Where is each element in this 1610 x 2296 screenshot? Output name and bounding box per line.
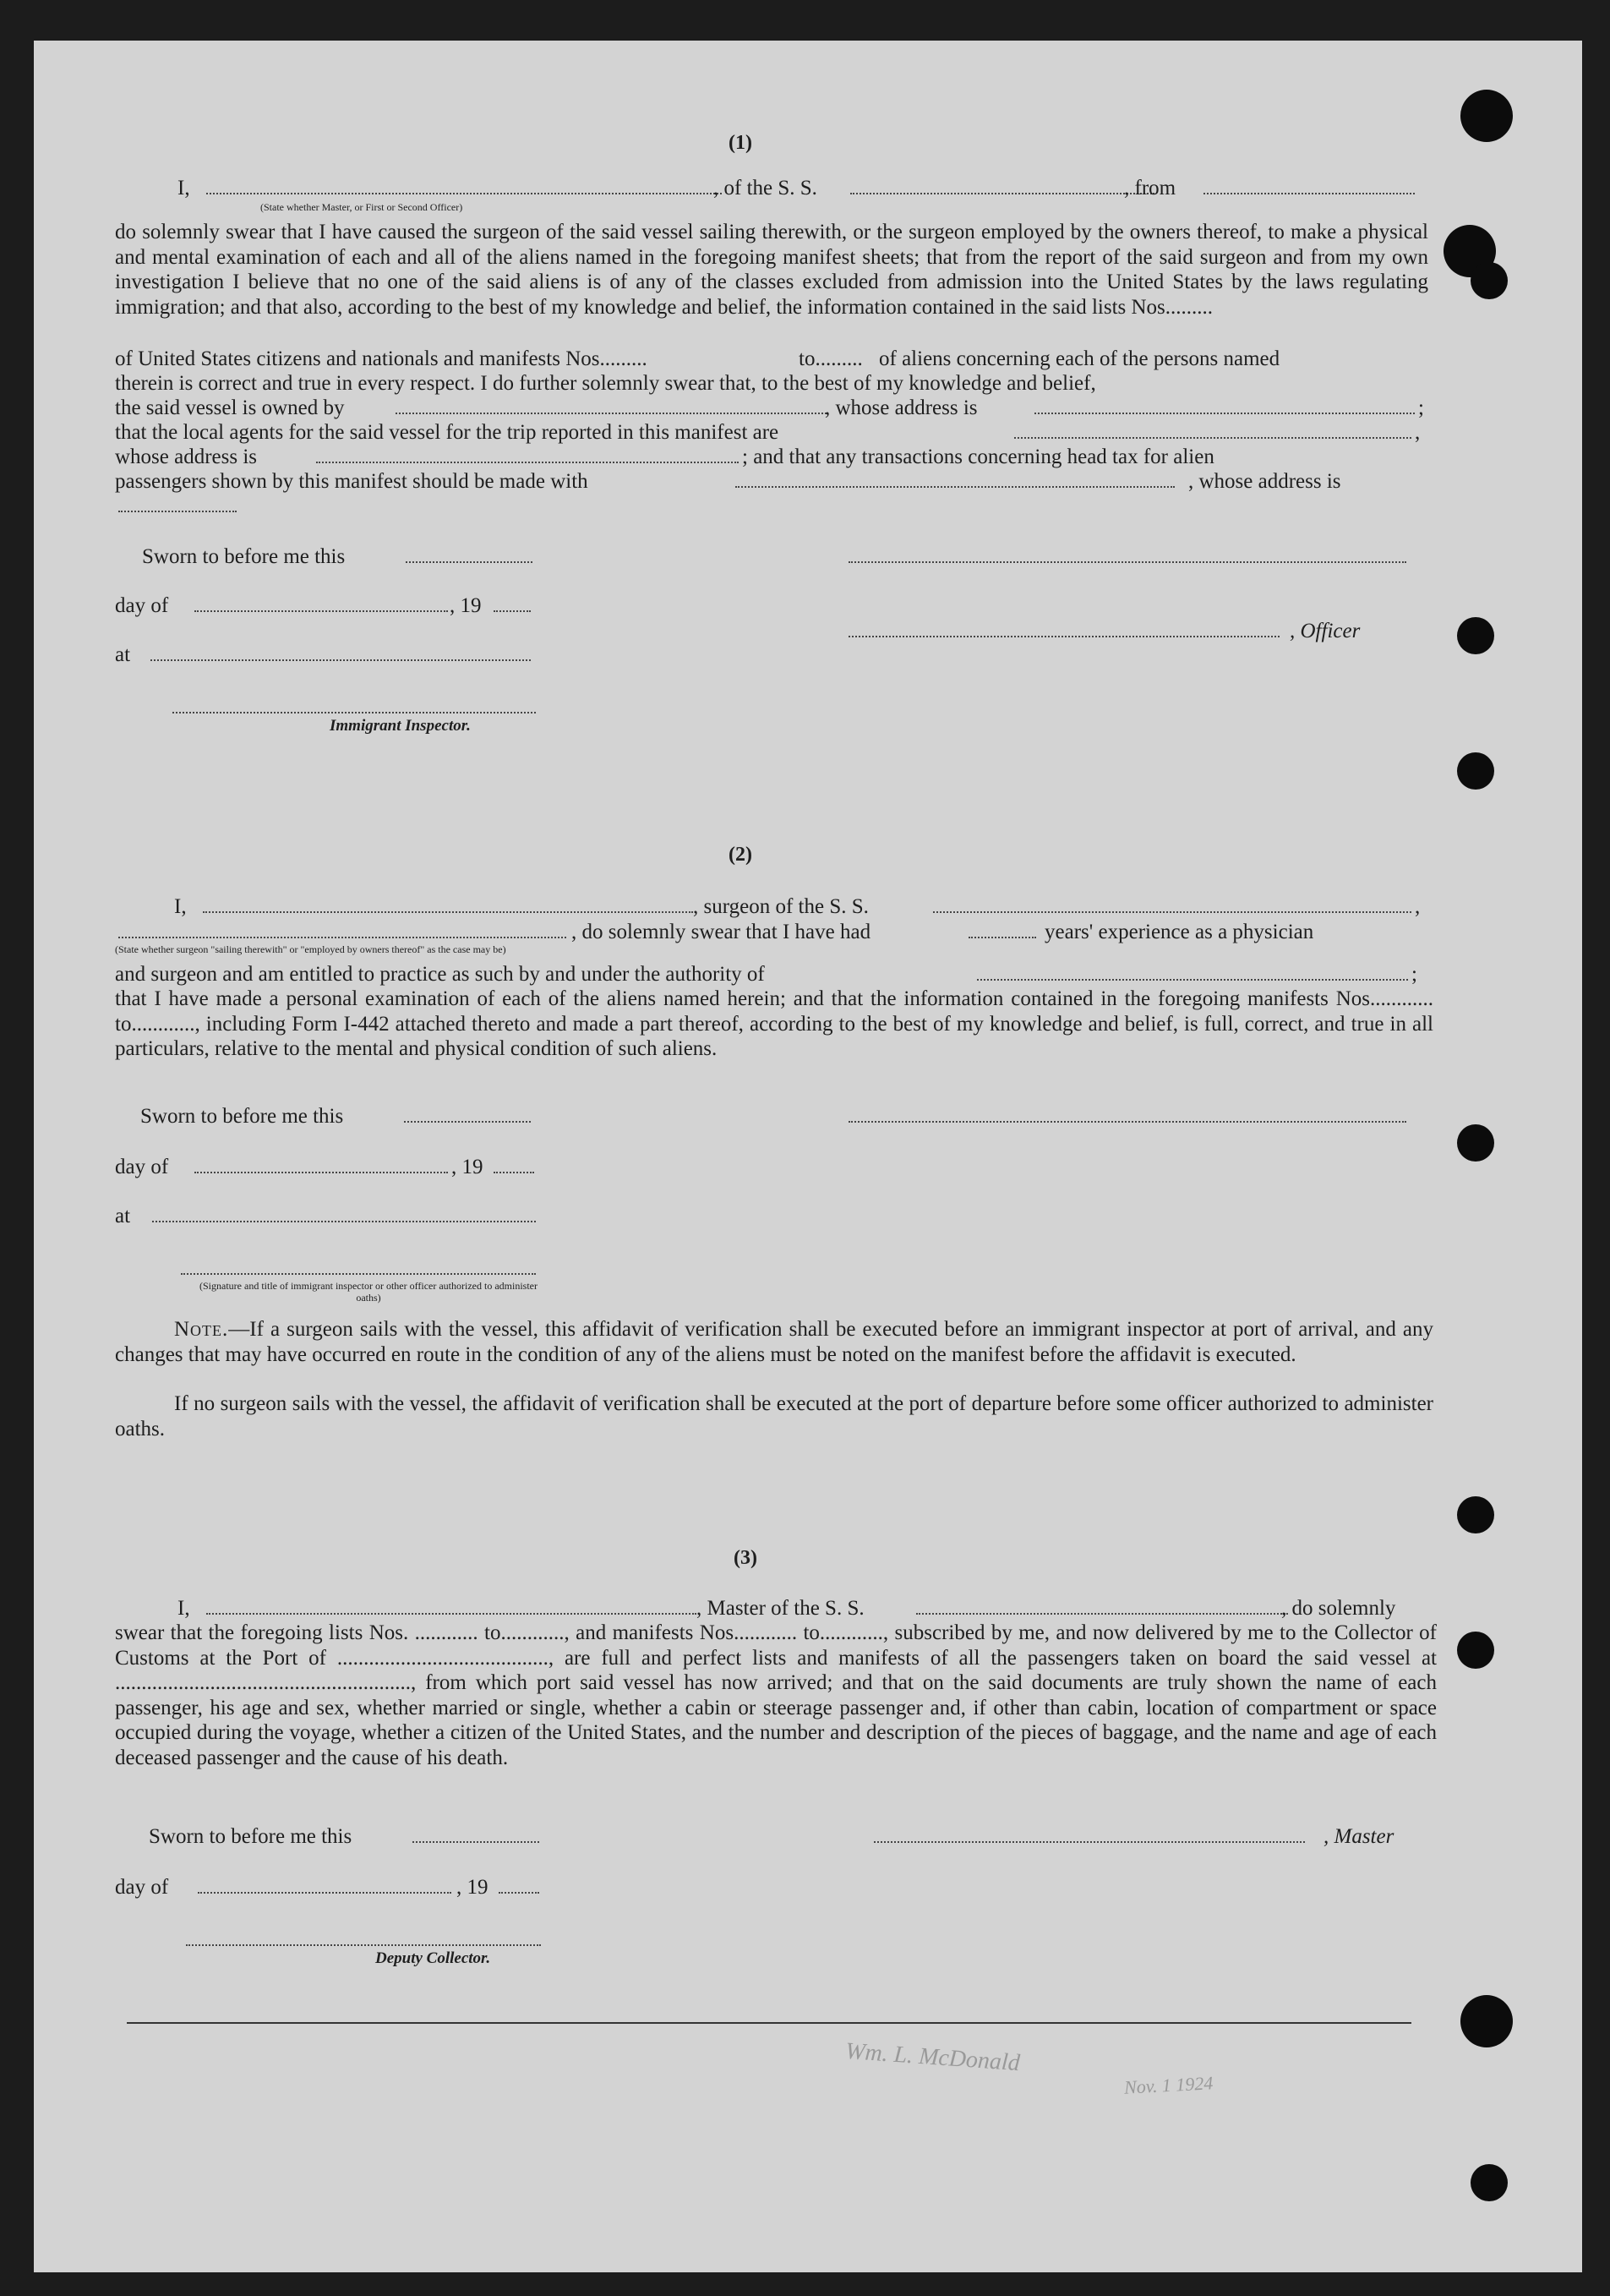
s3-ss-blank — [913, 1596, 1291, 1621]
s2-year: , 19 — [451, 1156, 483, 1178]
s3-year-blank — [495, 1875, 543, 1900]
s1-body-a: do solemnly swear that I have caused the surgeon of the said vessel sailing therewith, or the surgeon employed by the owners thereof, to make a physical and mental examination of each and all of the aliens named in the foregoing manifest sheets; that from the report of the said surgeon and from my own investigation I believe that no one of the said aliens is of any of the classes excluded from admission into the United States by the laws regulating immigration; and that also, according to the best of my knowledge and belief, the information contained in the said lists Nos......... — [115, 221, 1428, 319]
s3-sworn: Sworn to before me this — [149, 1825, 352, 1848]
s1-whose-address-is: whose address is — [115, 446, 258, 468]
s3-master-of: , Master of the S. S. — [696, 1597, 865, 1620]
punch-hole — [1471, 262, 1508, 299]
s1-agents-address-blank — [313, 445, 742, 469]
s1-owned-by: the said vessel is owned by — [115, 396, 345, 419]
s1-whose-address-2: , whose address is — [1188, 470, 1341, 493]
s1-at: at — [115, 643, 131, 666]
section-1-heading: (1) — [729, 132, 752, 154]
s2-at-blank — [149, 1204, 539, 1228]
punch-hole — [1457, 1124, 1494, 1162]
s2-inspector-blank — [177, 1256, 539, 1281]
s1-body-c: therein is correct and true in every respect. I do further solemnly swear that, to the best of my knowledge and belief, — [115, 372, 1096, 395]
s1-body-b3: of aliens concerning each of the persons named — [879, 347, 1280, 370]
s3-collector-label: Deputy Collector. — [375, 1949, 491, 1967]
s1-of-ss: , of the S. S. — [713, 177, 817, 200]
s2-year-blank — [490, 1155, 538, 1179]
s1-agents-blank: , — [1011, 420, 1420, 445]
handwritten-date: Nov. 1 1924 — [1123, 2072, 1214, 2098]
s1-year-blank — [490, 593, 534, 618]
section-2-heading: (2) — [729, 844, 752, 866]
s2-body: that I have made a personal examination of each of the aliens named herein; and that the information contained in the foregoing manifests Nos............ to............, including Form I-442 attached thereto and made a part thereof, according to the best of my knowledge and belief, is full, correct, and true in all particulars, relative to the mental and physical condition of such aliens. — [115, 987, 1433, 1060]
s2-note-a — [115, 1317, 1433, 1367]
punch-hole — [1471, 2164, 1508, 2201]
s2-i: I, — [174, 895, 187, 918]
s2-line-a: and surgeon and am entitled to practice as such by and under the authority of — [115, 963, 765, 986]
s3-body: swear that the foregoing lists Nos. ............ to............, and manifests Nos............ to............, subscribed by me, and now delivered by me to the Collector of Customs at the Port of ........................................, are full and perfect lists and manifests of all the passengers taken on board the said vessel at ........................................................, from which port said vessel has now arrived; and that on the said documents are truly shown the name of each passenger, his age and sex, whether married or single, whether a cabin or steerage passenger and, if other than cabin, location of compartment or space occupied during the voyage, whether a citizen of the United States, and the number and description of the pieces of baggage, and the name and age of each deceased passenger and the cause of his death. — [115, 1621, 1437, 1769]
note-label: Note. — [174, 1318, 229, 1341]
s1-officer-blank — [845, 619, 1283, 643]
s1-inspector-label: Immigrant Inspector. — [330, 717, 471, 735]
s1-body-b: of United States citizens and nationals and manifests Nos......... — [115, 347, 647, 370]
punch-hole — [1460, 1995, 1513, 2047]
s2-sworn-blank — [401, 1104, 534, 1129]
punch-hole — [1460, 90, 1513, 142]
s2-authority-blank: ; — [974, 962, 1417, 987]
s1-at-blank — [147, 642, 534, 667]
s1-sworn: Sworn to before me this — [142, 545, 346, 568]
s2-day-blank — [191, 1155, 451, 1179]
s1-body-b2: to......... — [799, 347, 863, 370]
punch-hole — [1457, 617, 1494, 654]
s1-officer: , Officer — [1290, 620, 1361, 642]
s3-solemnly: , do solemnly — [1281, 1597, 1396, 1620]
s3-name-blank — [203, 1596, 700, 1621]
s3-sworn-blank — [409, 1824, 543, 1849]
s1-last-blank — [115, 494, 240, 518]
s1-local-agents: that the local agents for the said vessel for the trip reported in this manifest are — [115, 421, 779, 444]
s1-year: , 19 — [450, 594, 482, 617]
s1-i: I, — [177, 177, 190, 200]
s1-day-of: day of — [115, 594, 169, 617]
s1-owner-address-blank: ; — [1031, 396, 1424, 420]
s1-head-tax-blank — [732, 469, 1178, 494]
s1-inspector-blank — [169, 695, 539, 719]
s2-surgeon-sig-blank — [845, 1104, 1410, 1129]
handwritten-note: Wm. L. McDonald — [844, 2037, 1021, 2077]
s1-officer-sig-blank — [845, 544, 1410, 569]
s3-day-of: day of — [115, 1876, 169, 1899]
s2-years: years' experience as a physician — [1045, 921, 1314, 943]
s2-name-blank — [199, 894, 696, 919]
s1-head-tax: ; and that any transactions concerning head tax for alien — [742, 446, 1214, 468]
s1-hint: (State whether Master, or First or Second Officer) — [260, 201, 463, 213]
s1-passengers: passengers shown by this manifest should be made with — [115, 470, 588, 493]
s2-swear: , do solemnly swear that I have had — [571, 921, 871, 943]
s2-at: at — [115, 1205, 131, 1227]
punch-hole — [1457, 1496, 1494, 1533]
s1-ss-blank — [847, 176, 1158, 200]
s2-day-of: day of — [115, 1156, 169, 1178]
s1-from-blank — [1200, 176, 1418, 200]
s2-type-blank — [115, 920, 570, 944]
bottom-rule — [127, 2022, 1411, 2024]
s3-collector-blank — [183, 1927, 544, 1952]
s1-day-blank — [191, 593, 451, 618]
note-a-text: —If a surgeon sails with the vessel, this affidavit of verification shall be executed before an immigrant inspector at port of arrival, and any changes that may have occurred en route in the condition of any of the aliens must be noted on the manifest before the affidavit is executed. — [115, 1318, 1433, 1366]
s2-ss-blank: , — [930, 894, 1420, 919]
s2-hint: (State whether surgeon "sailing therewith" or "employed by owners thereof" as the case may be) — [115, 943, 506, 955]
s1-owner-blank — [392, 396, 830, 420]
s3-master: , Master — [1323, 1825, 1394, 1848]
s3-year: , 19 — [456, 1876, 488, 1899]
s1-whose-address: , whose address is — [825, 396, 978, 419]
s3-i: I, — [177, 1597, 190, 1620]
punch-hole — [1457, 1632, 1494, 1669]
s2-sworn: Sworn to before me this — [140, 1105, 344, 1128]
punch-hole — [1457, 752, 1494, 790]
section-3-heading: (3) — [734, 1547, 757, 1569]
s3-day-blank — [194, 1875, 455, 1900]
s2-surgeon-of: , surgeon of the S. S. — [693, 895, 869, 918]
s1-from: , from — [1124, 177, 1176, 200]
s2-years-blank — [965, 920, 1040, 944]
s1-name-blank — [203, 176, 727, 200]
s2-sig-hint: (Signature and title of immigrant inspector or other officer authorized to administer oaths) — [199, 1280, 538, 1304]
s2-note-b: If no surgeon sails with the vessel, the affidavit of verification shall be executed at the port of departure before some officer authorized to administer oaths. — [115, 1392, 1433, 1440]
s3-master-blank — [870, 1824, 1308, 1849]
form-page — [34, 41, 1582, 2272]
s1-sworn-blank — [402, 544, 536, 569]
